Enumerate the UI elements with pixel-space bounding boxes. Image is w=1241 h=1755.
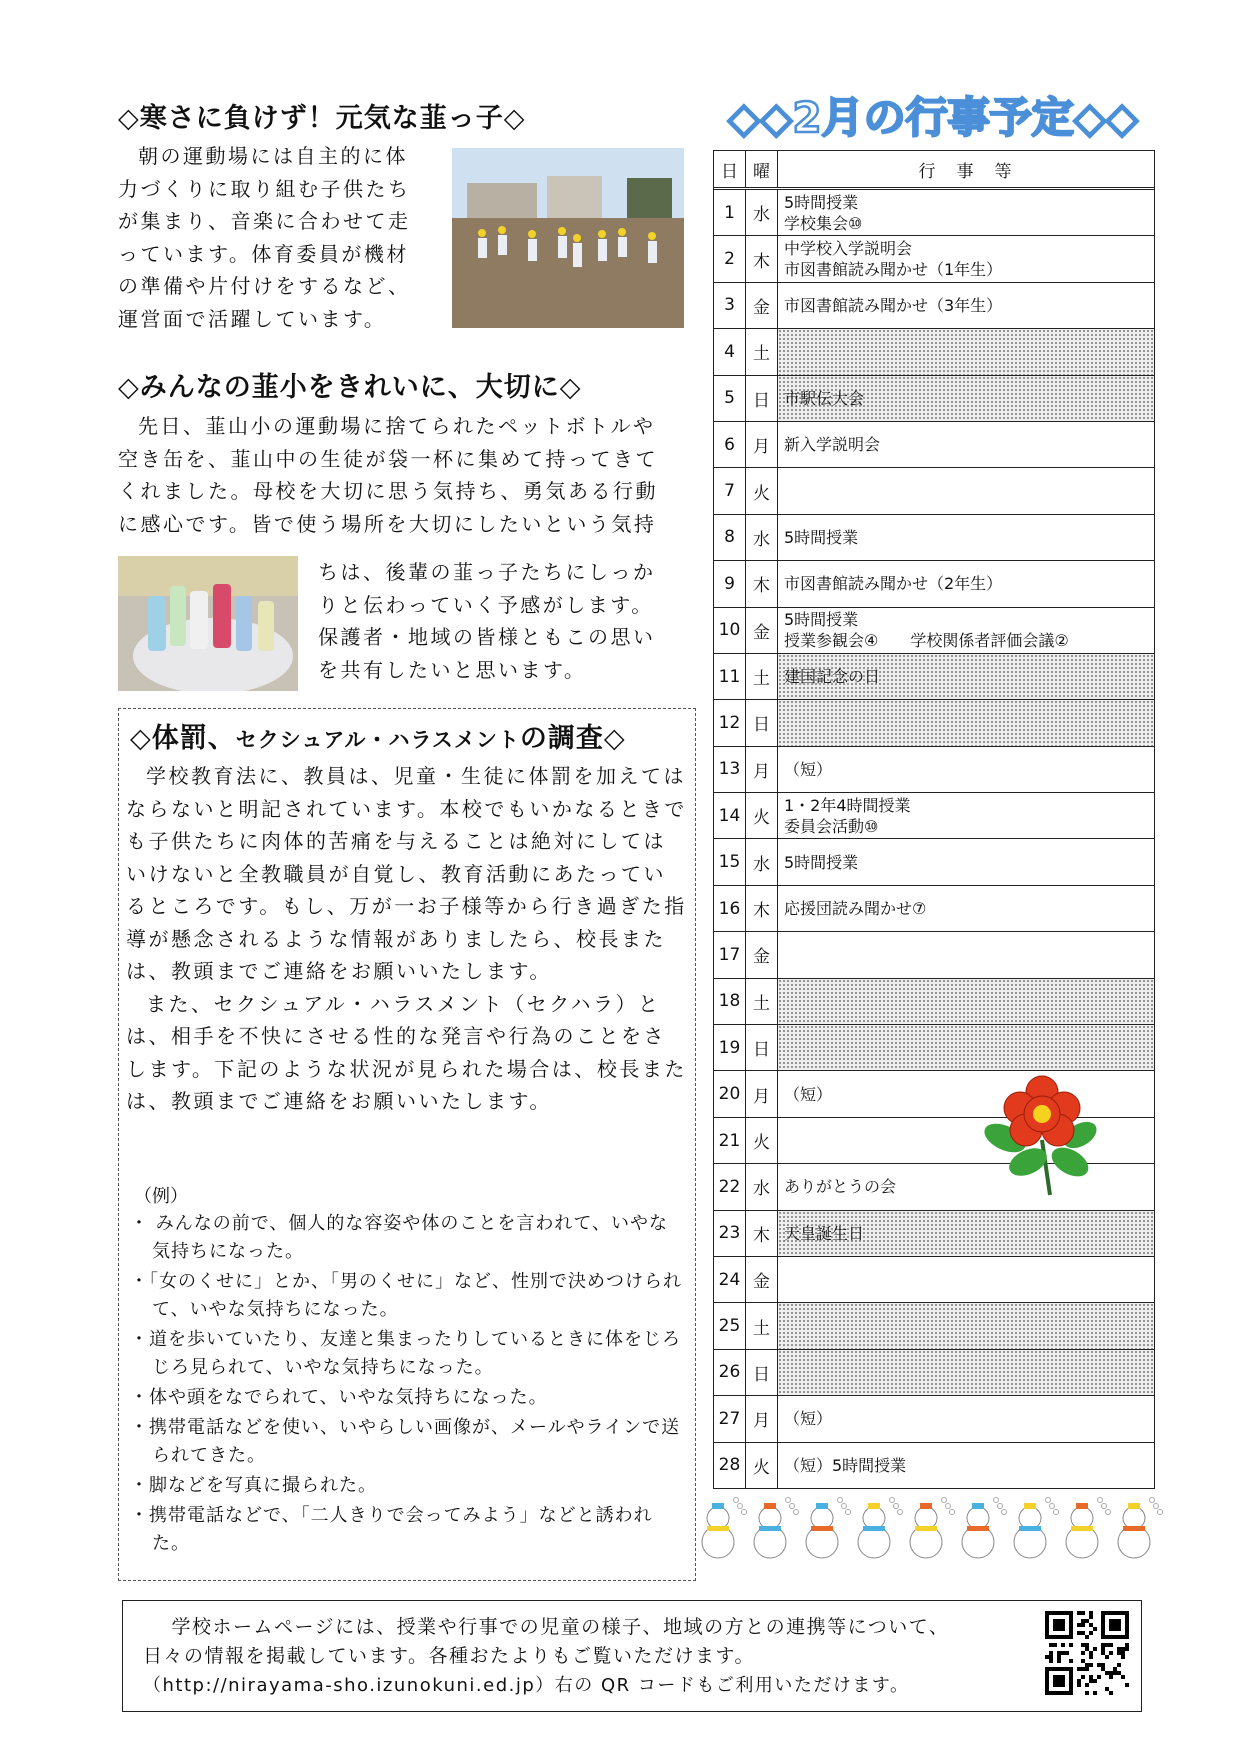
qr-code-icon[interactable] <box>1045 1611 1129 1695</box>
calendar-events <box>778 1211 1154 1256</box>
calendar-row <box>714 560 1154 606</box>
calendar-header <box>714 151 1154 190</box>
calendar-body <box>714 190 1154 1488</box>
calendar-events <box>778 747 1154 792</box>
calendar-day: 22 <box>714 1164 746 1209</box>
footer-line3: （http://nirayama-sho.izunokuni.ed.jp）右の QR コードもご利用いただけます。 <box>143 1675 910 1696</box>
calendar-event: 委員会活動⑩ <box>784 816 879 836</box>
snowman-icon <box>1014 1498 1059 1559</box>
example-item: ・ みんなの前で、個人的な容姿や体のことを言われて、いやな気持ちになった。 <box>130 1213 668 1262</box>
calendar-day: 1 <box>714 190 746 235</box>
section3-heading-a: ◇体罰、 <box>130 723 236 754</box>
section3-heading-b: セクシュアル・ハラスメント <box>235 728 520 752</box>
calendar-events <box>778 190 1154 235</box>
calendar-row <box>714 467 1154 513</box>
calendar-events <box>778 1303 1154 1348</box>
calendar-events <box>778 932 1154 977</box>
calendar-events <box>778 329 1154 374</box>
section3-body <box>126 760 688 1118</box>
calendar-day: 28 <box>714 1443 746 1488</box>
calendar-weekday: 金 <box>746 932 778 977</box>
calendar-events <box>778 1443 1154 1488</box>
calendar-row <box>714 1395 1154 1441</box>
example-item: ・携帯電話などを使い、いやらしい画像が、メールやラインで送られてきた。 <box>130 1417 681 1466</box>
calendar-event: 天皇誕生日 <box>784 1223 865 1243</box>
col-weekday-header: 曜 <box>746 151 778 187</box>
calendar-day: 17 <box>714 932 746 977</box>
text-line: ちは、後輩の韮っ子たちにしっか <box>318 560 656 584</box>
calendar-row <box>714 328 1154 374</box>
text-line: くれました。母校を大切に思う気持ち、勇気ある行動 <box>118 479 658 503</box>
calendar-weekday: 水 <box>746 839 778 884</box>
calendar-events <box>778 1350 1154 1395</box>
calendar-event: 中学校入学説明会 <box>784 239 913 259</box>
calendar-event: （短）5時間授業 <box>784 1455 907 1475</box>
example-label: （例） <box>134 1186 188 1207</box>
calendar-row <box>714 699 1154 745</box>
calendar-weekday: 日 <box>746 700 778 745</box>
bottles-photo <box>118 556 298 691</box>
section3-heading-c: の調査◇ <box>519 723 626 754</box>
calendar-day: 9 <box>714 561 746 606</box>
snowmen-decoration <box>693 1490 1173 1570</box>
calendar-day: 12 <box>714 700 746 745</box>
calendar-weekday: 火 <box>746 1118 778 1163</box>
calendar-weekday: 木 <box>746 886 778 931</box>
calendar-weekday: 金 <box>746 283 778 328</box>
calendar-event: 5時間授業 <box>784 192 859 212</box>
calendar-event: （短） <box>784 1084 833 1104</box>
calendar-weekday: 木 <box>746 561 778 606</box>
calendar-row <box>714 190 1154 235</box>
calendar-weekday: 月 <box>746 747 778 792</box>
calendar-day: 16 <box>714 886 746 931</box>
calendar-row <box>714 1210 1154 1256</box>
snowman-icon <box>1066 1498 1111 1559</box>
calendar-row <box>714 978 1154 1024</box>
calendar-weekday: 火 <box>746 1443 778 1488</box>
calendar-events <box>778 839 1154 884</box>
text-line: を共有したいと思います。 <box>318 657 587 682</box>
text-line: が集まり、音楽に合わせて走 <box>118 209 411 233</box>
calendar-row <box>714 607 1154 653</box>
calendar-day: 10 <box>714 608 746 653</box>
calendar-event: 5時間授業 <box>784 852 859 872</box>
text-line: 空き缶を、韮山中の生徒が袋一杯に集めて持ってきて <box>118 446 658 471</box>
section1-heading: ◇寒さに負けず！元気な韮っ子◇ <box>118 103 526 134</box>
calendar-row <box>714 1349 1154 1395</box>
calendar-row <box>714 1256 1154 1302</box>
calendar-row <box>714 514 1154 560</box>
calendar-events <box>778 236 1154 281</box>
calendar-weekday: 木 <box>746 1211 778 1256</box>
calendar-weekday: 金 <box>746 1257 778 1302</box>
calendar-day: 14 <box>714 793 746 838</box>
calendar-events <box>778 979 1154 1024</box>
col-events-header: 行 事 等 <box>918 161 1014 182</box>
calendar-day: 11 <box>714 654 746 699</box>
calendar-events <box>778 561 1154 606</box>
calendar-events <box>778 376 1154 421</box>
calendar-day: 5 <box>714 376 746 421</box>
footer-text <box>143 1613 1023 1700</box>
example-item: ・脚などを写真に撮られた。 <box>130 1475 377 1496</box>
example-item: ・体や頭をなでられて、いやな気持ちになった。 <box>130 1387 548 1408</box>
calendar-day: 23 <box>714 1211 746 1256</box>
calendar-row <box>714 421 1154 467</box>
calendar-weekday: 水 <box>746 1164 778 1209</box>
calendar-weekday: 火 <box>746 468 778 513</box>
calendar-event: 市図書館読み聞かせ（1年生） <box>784 260 1003 280</box>
calendar-row <box>714 653 1154 699</box>
calendar-row <box>714 746 1154 792</box>
calendar-day: 15 <box>714 839 746 884</box>
calendar-row <box>714 1024 1154 1070</box>
text-line: 力づくりに取り組む子供たち <box>118 176 411 201</box>
calendar-weekday: 水 <box>746 515 778 560</box>
calendar-title <box>693 86 1173 146</box>
calendar-event: 5時間授業 <box>784 527 859 547</box>
calendar-event: 5時間授業 <box>784 610 859 630</box>
calendar-row <box>714 792 1154 838</box>
calendar-day: 4 <box>714 329 746 374</box>
text-line: に感心です。皆で使う場所を大切にしたいという気持 <box>118 511 657 536</box>
text-line: りと伝わっていく予感がします。 <box>318 592 654 617</box>
snowman-icon <box>1118 1498 1163 1559</box>
calendar-events <box>778 886 1154 931</box>
calendar-day: 20 <box>714 1071 746 1116</box>
calendar-row <box>714 885 1154 931</box>
calendar-weekday: 土 <box>746 654 778 699</box>
calendar-weekday: 日 <box>746 376 778 421</box>
snowman-icon <box>806 1498 851 1559</box>
calendar-row <box>714 931 1154 977</box>
text-line: っています。体育委員が機材 <box>118 241 409 266</box>
calendar-weekday: 金 <box>746 608 778 653</box>
calendar-row <box>714 1302 1154 1348</box>
calendar-weekday: 木 <box>746 236 778 281</box>
section3-heading <box>130 716 626 755</box>
calendar-event: 授業参観会④ 学校関係者評価会議② <box>784 631 1069 651</box>
calendar-day: 27 <box>714 1396 746 1441</box>
text-line: 運営面で活躍しています。 <box>118 306 387 331</box>
calendar-events <box>778 1025 1154 1070</box>
calendar-event: ありがとうの会 <box>784 1177 897 1197</box>
calendar-weekday: 土 <box>746 1303 778 1348</box>
calendar-weekday: 土 <box>746 329 778 374</box>
camellia-illustration <box>980 1070 1110 1200</box>
section1-body <box>118 140 448 335</box>
snowman-icon <box>858 1498 903 1559</box>
calendar-events <box>778 468 1154 513</box>
calendar-event: 新入学説明会 <box>784 435 881 455</box>
calendar-day: 13 <box>714 747 746 792</box>
calendar-day: 24 <box>714 1257 746 1302</box>
calendar-events <box>778 422 1154 467</box>
footer-line1: 学校ホームページには、授業や行事での児童の様子、地域の方との連携等について、 <box>171 1616 950 1638</box>
calendar-event: 学校集会⑩ <box>784 213 863 233</box>
calendar-day: 8 <box>714 515 746 560</box>
example-item: ・携帯電話などで、「二人きりで会ってみよう」などと誘われた。 <box>130 1505 653 1554</box>
snowman-icon <box>702 1498 747 1559</box>
example-item: ・「女のくせに」とか、「男のくせに」など、性別で決めつけられて、いやな気持ちになった。 <box>130 1271 682 1320</box>
calendar-event: 応援団読み聞かせ⑦ <box>784 899 927 919</box>
snowman-icon <box>962 1498 1007 1559</box>
example-list <box>130 1208 685 1560</box>
calendar-event: 建国記念の日 <box>784 667 881 687</box>
calendar-event: 市駅伝大会 <box>784 388 865 408</box>
calendar-events <box>778 608 1154 653</box>
calendar-weekday: 日 <box>746 1350 778 1395</box>
calendar-day: 3 <box>714 283 746 328</box>
calendar-event: 1・2年4時間授業 <box>784 795 911 815</box>
calendar-event: 市図書館読み聞かせ（2年生） <box>784 574 1003 594</box>
calendar-row <box>714 235 1154 281</box>
calendar-weekday: 月 <box>746 1071 778 1116</box>
section3-para1: 学校教育法に、教員は、児童・生徒に体罰を加えてはならないと明記されています。本校でもいかなるときでも子供たちに肉体的苦痛を与えることは絶対にしてはいけないと全教職員が自覚し、教育活動にあたっているところです。もし、万が一お子様等から行き過ぎた指導が懸念されるような情報がありましたら、校長または、教頭までご連絡をお願いいたします。 <box>126 764 687 983</box>
calendar-events <box>778 654 1154 699</box>
text-line: 朝の運動場には自主的に体 <box>138 144 408 168</box>
example-item: ・道を歩いていたり、友達と集まったりしているときに体をじろじろ見られて、いやな気持ちになった。 <box>130 1329 681 1378</box>
col-day-header: 日 <box>714 151 746 187</box>
footer-line2: 日々の情報を掲載しています。各種おたよりもご覧いただけます。 <box>143 1645 755 1667</box>
schoolyard-photo <box>452 148 684 328</box>
calendar-event: （短） <box>784 1409 833 1429</box>
calendar-day: 2 <box>714 236 746 281</box>
section2-heading: ◇みんなの韮小をきれいに、大切に◇ <box>118 372 582 403</box>
calendar-day: 19 <box>714 1025 746 1070</box>
calendar-events <box>778 515 1154 560</box>
section2-body <box>118 410 688 540</box>
calendar-events <box>778 1396 1154 1441</box>
calendar-day: 25 <box>714 1303 746 1348</box>
calendar-weekday: 月 <box>746 422 778 467</box>
calendar-row <box>714 1442 1154 1488</box>
calendar-title-text: ◇◇2月の行事予定◇◇ <box>727 93 1139 142</box>
calendar-event: 市図書館読み聞かせ（3年生） <box>784 295 1003 315</box>
calendar-day: 6 <box>714 422 746 467</box>
calendar-events <box>778 1257 1154 1302</box>
calendar-events <box>778 793 1154 838</box>
calendar-weekday: 土 <box>746 979 778 1024</box>
calendar-table <box>713 150 1155 1489</box>
snowman-icon <box>910 1498 955 1559</box>
snowman-icon <box>754 1498 799 1559</box>
calendar-day: 21 <box>714 1118 746 1163</box>
calendar-row <box>714 375 1154 421</box>
calendar-day: 26 <box>714 1350 746 1395</box>
calendar-events <box>778 700 1154 745</box>
footer-box <box>122 1600 1142 1712</box>
text-line: 保護者・地域の皆様ともこの思い <box>318 625 656 649</box>
section3-para2: また、セクシュアル・ハラスメント（セクハラ）とは、相手を不快にさせる性的な発言や行為のことをさします。下記のような状況が見られた場合は、校長または、教頭までご連絡をお願いいたします。 <box>126 991 687 1113</box>
section2-body-side <box>318 556 690 686</box>
calendar-event: （短） <box>784 759 833 779</box>
calendar-day: 7 <box>714 468 746 513</box>
calendar-weekday: 火 <box>746 793 778 838</box>
text-line: の準備や片付けをするなど、 <box>118 274 411 298</box>
calendar-row <box>714 282 1154 328</box>
calendar-weekday: 日 <box>746 1025 778 1070</box>
calendar-weekday: 水 <box>746 190 778 235</box>
calendar-day: 18 <box>714 979 746 1024</box>
calendar-row <box>714 838 1154 884</box>
calendar-events <box>778 283 1154 328</box>
text-line: 先日、韮山小の運動場に捨てられたペットボトルや <box>138 414 656 438</box>
calendar-weekday: 月 <box>746 1396 778 1441</box>
